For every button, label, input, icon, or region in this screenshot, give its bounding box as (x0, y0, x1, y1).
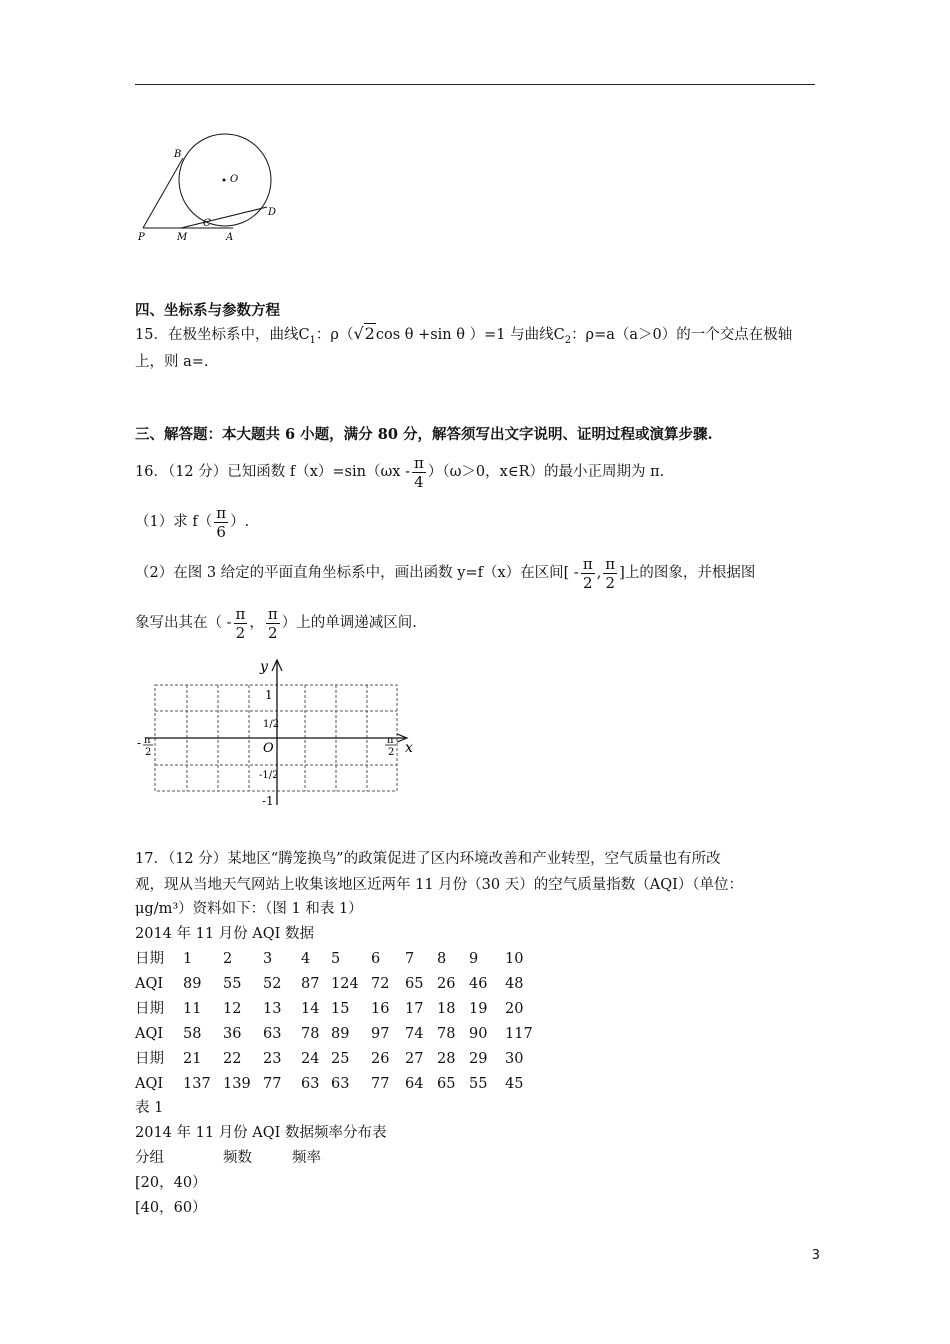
row-label: AQI (135, 1026, 164, 1042)
row-label: 日期 (135, 1051, 164, 1067)
q16-part2: （2）在图 3 给定的平面直角坐标系中，画出函数 y=f（x）在区间[ - $\frac{\pi}{2}$ , $\frac{\pi}{2}$ ]上的图象，并根据图 (135, 554, 756, 592)
table-cell: 137 (183, 1076, 211, 1092)
freq-group-1: [20，40） (135, 1175, 207, 1191)
tick-neg1: -1 (262, 794, 274, 808)
section3-heading: 三、解答题：本大题共 6 小题，满分 80 分，解答须写出文字说明、证明过程或演算步骤. (135, 426, 713, 443)
table-cell: 1 (183, 951, 193, 967)
table-cell: 26 (371, 1051, 390, 1067)
freq-header-group: 分组 (135, 1150, 164, 1166)
table-cell: 117 (505, 1026, 533, 1042)
table-cell: 45 (505, 1076, 524, 1092)
right-num: π (387, 735, 394, 746)
q17-line3: μg/m³）资料如下：（图 1 和表 1） (135, 901, 363, 917)
circle-figure (135, 130, 285, 250)
table-cell: 13 (263, 1001, 282, 1017)
table-cell: 90 (469, 1026, 488, 1042)
left-num: π (144, 735, 151, 746)
x-label: x (405, 740, 413, 756)
table-cell: 78 (301, 1026, 320, 1042)
table-cell: 65 (405, 976, 424, 992)
table-cell: 28 (437, 1051, 456, 1067)
table-cell: 15 (331, 1001, 350, 1017)
table-row (135, 949, 555, 969)
table-cell: 48 (505, 976, 524, 992)
table-cell: 74 (405, 1026, 424, 1042)
q16-part3: 象写出其在（ - $\frac{\pi}{2}$ ， $\frac{\pi}{2}$ ）上的单调递减区间. (135, 604, 417, 642)
table-cell: 63 (301, 1076, 320, 1092)
freq-header-rate: 频率 (292, 1150, 321, 1166)
table-cell: 20 (505, 1001, 524, 1017)
table-cell: 77 (263, 1076, 282, 1092)
freq-header-count: 频数 (223, 1150, 252, 1166)
label-d: D (268, 207, 277, 218)
label-a: A (226, 232, 234, 243)
frac-pi-4: $\frac{\pi}{4}$ (414, 453, 424, 491)
center-dot (223, 179, 226, 182)
table-cell: 63 (263, 1026, 282, 1042)
left-sign: - (137, 736, 142, 750)
tick-1: 1 (265, 688, 273, 702)
table-cell: 21 (183, 1051, 202, 1067)
row-label: 日期 (135, 951, 164, 967)
table-cell: 55 (223, 976, 242, 992)
row-label: AQI (135, 976, 164, 992)
table-row (135, 999, 555, 1019)
table-row (135, 1049, 555, 1069)
table-caption: 表 1 (135, 1100, 164, 1116)
coordinate-grid (135, 655, 425, 815)
table-cell: 17 (405, 1001, 424, 1017)
table-cell: 46 (469, 976, 488, 992)
sqrt-symbol: √2 (353, 324, 375, 343)
q15-line2: 上，则 a=. (135, 354, 209, 370)
q15-line1: 15．在极坐标系中，曲线$C_1$：ρ（√2cos θ +sin θ ）=1 与曲线$C_2$：ρ=a（a＞0）的一个交点在极轴 (135, 324, 793, 346)
right-den: 2 (388, 747, 395, 758)
header-rule (135, 84, 815, 85)
table-cell: 30 (505, 1051, 524, 1067)
table-row (135, 974, 555, 994)
table-cell: 6 (371, 951, 381, 967)
label-b: B (174, 149, 182, 160)
table-cell: 77 (371, 1076, 390, 1092)
secant-mcd (181, 207, 267, 228)
table-cell: 16 (371, 1001, 390, 1017)
table-cell: 24 (301, 1051, 320, 1067)
tangent-pb (143, 158, 183, 228)
table-cell: 5 (331, 951, 341, 967)
table-cell: 9 (469, 951, 479, 967)
table-cell: 87 (301, 976, 320, 992)
table-cell: 55 (469, 1076, 488, 1092)
table-cell: 36 (223, 1026, 242, 1042)
table-cell: 11 (183, 1001, 202, 1017)
table-cell: 14 (301, 1001, 320, 1017)
table-cell: 2 (223, 951, 233, 967)
tick-neg-half: -1/2 (259, 770, 279, 781)
table-cell: 89 (331, 1026, 350, 1042)
table-cell: 124 (331, 976, 359, 992)
table-cell: 52 (263, 976, 282, 992)
table-cell: 27 (405, 1051, 424, 1067)
table-cell: 12 (223, 1001, 242, 1017)
label-m: M (177, 232, 188, 243)
table-cell: 3 (263, 951, 273, 967)
frac-pi-6: $\frac{\pi}{6}$ (216, 503, 227, 541)
table-cell: 58 (183, 1026, 202, 1042)
tick-half: 1/2 (263, 719, 280, 730)
row-label: 日期 (135, 1001, 164, 1017)
table-cell: 10 (505, 951, 524, 967)
freq-group-2: [40，60） (135, 1200, 207, 1216)
label-o: O (230, 174, 239, 185)
table-cell: 65 (437, 1076, 456, 1092)
table-row (135, 1074, 555, 1094)
left-den: 2 (145, 747, 152, 758)
table-cell: 139 (223, 1076, 251, 1092)
table-cell: 78 (437, 1026, 456, 1042)
table-cell: 8 (437, 951, 447, 967)
table-cell: 23 (263, 1051, 282, 1067)
table-cell: 29 (469, 1051, 488, 1067)
table-row (135, 1024, 555, 1044)
table-cell: 63 (331, 1076, 350, 1092)
q17-line1: 17．（12 分）某地区“腾笼换鸟”的政策促进了区内环境改善和产业转型，空气质量也有所改 (135, 851, 721, 867)
table-cell: 22 (223, 1051, 242, 1067)
table-cell: 18 (437, 1001, 456, 1017)
origin-label: O (263, 741, 274, 756)
table-cell: 72 (371, 976, 390, 992)
freq-header-row (135, 1148, 435, 1168)
label-c: C (203, 218, 211, 229)
table-cell: 97 (371, 1026, 390, 1042)
label-p: P (138, 232, 145, 243)
freq-table-title: 2014 年 11 月份 AQI 数据频率分布表 (135, 1125, 387, 1141)
table-cell: 26 (437, 976, 456, 992)
section4-heading: 四、坐标系与参数方程 (135, 302, 280, 319)
page-number: 3 (811, 1248, 820, 1263)
aqi-table-title: 2014 年 11 月份 AQI 数据 (135, 926, 314, 942)
q17-line2: 观，现从当地天气网站上收集该地区近两年 11 月份（30 天）的空气质量指数（AQI）（单位： (135, 877, 744, 893)
table-cell: 89 (183, 976, 202, 992)
table-cell: 4 (301, 951, 311, 967)
q16-part1: （1）求 f（ $\frac{\pi}{6}$ ）. (135, 503, 250, 541)
y-label: y (260, 659, 268, 675)
row-label: AQI (135, 1076, 164, 1092)
q16-intro: 16．（12 分）已知函数 f（x）=sin（ωx - $\frac{\pi}{4}$ ）（ω＞0，x∈R）的最小正周期为 π. (135, 453, 665, 491)
table-cell: 7 (405, 951, 415, 967)
table-cell: 25 (331, 1051, 350, 1067)
table-cell: 19 (469, 1001, 488, 1017)
table-cell: 64 (405, 1076, 424, 1092)
